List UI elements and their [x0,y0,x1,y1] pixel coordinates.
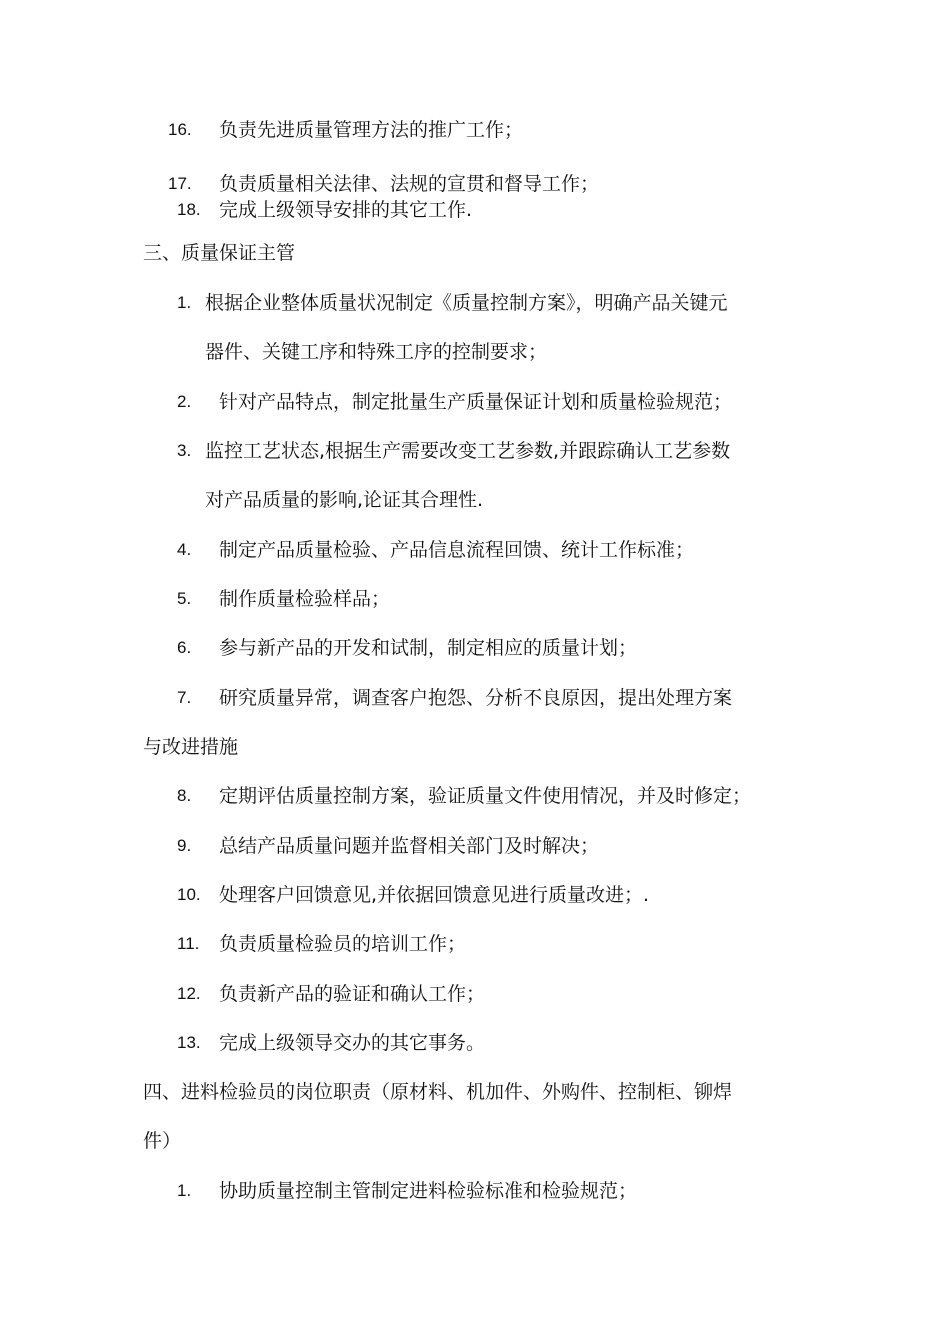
item-text: 负责新产品的验证和确认工作； [219,983,486,1005]
item-number: 7. [177,688,192,707]
item-number: 8. [177,786,192,805]
item-text: 根据企业整体质量状况制定《质量控制方案》，明确产品关键元 [205,292,728,314]
item-text: 完成上级领导安排的其它工作. [219,199,473,221]
item-number: 1. [177,1181,192,1200]
item-number: 3. [177,441,192,460]
item-text: 制定产品质量检验、产品信息流程回馈、统计工作标准； [219,539,695,561]
item-number: 5. [177,589,192,608]
section-heading-continued: 件） [143,1130,182,1152]
item-number: 12. [177,984,201,1003]
item-number: 16. [168,120,192,139]
item-text-continued: 器件、关键工序和特殊工序的控制要求； [205,341,548,363]
section-heading: 三、质量保证主管 [143,242,296,264]
item-text: 参与新产品的开发和试制，制定相应的质量计划； [219,637,638,659]
item-number: 10. [177,885,201,904]
item-text: 负责质量检验员的培训工作； [219,933,467,955]
section-heading: 四、进料检验员的岗位职责（原材料、机加件、外购件、控制柜、铆焊 [143,1081,733,1103]
item-text-continued: 与改进措施 [143,736,239,758]
item-text: 负责先进质量管理方法的推广工作； [219,119,524,141]
item-text: 制作质量检验样品； [219,588,391,610]
item-text: 总结产品质量问题并监督相关部门及时解决； [219,835,600,857]
item-text: 完成上级领导交办的其它事务。 [219,1032,486,1054]
item-number: 17. [168,174,192,193]
item-text: 处理客户回馈意见,并依据回馈意见进行质量改进；. [219,884,650,906]
item-number: 2. [177,392,192,411]
item-number: 18. [177,200,201,219]
item-text: 协助质量控制主管制定进料检验标准和检验规范； [219,1180,638,1202]
item-text: 定期评估质量控制方案，验证质量文件使用情况，并及时修定； [219,785,752,807]
item-text: 针对产品特点，制定批量生产质量保证计划和质量检验规范； [219,391,733,413]
item-number: 6. [177,638,192,657]
item-text: 研究质量异常，调查客户抱怨、分析不良原因，提出处理方案 [219,687,733,709]
item-number: 11. [177,934,200,953]
item-text-continued: 对产品质量的影响,论证其合理性. [205,489,484,511]
item-text: 负责质量相关法律、法规的宣贯和督导工作； [219,173,600,195]
item-number: 13. [177,1033,201,1052]
item-text: 监控工艺状态,根据生产需要改变工艺参数,并跟踪确认工艺参数 [205,440,731,462]
item-number: 9. [177,836,192,855]
item-number: 1. [177,293,192,312]
item-number: 4. [177,540,192,559]
